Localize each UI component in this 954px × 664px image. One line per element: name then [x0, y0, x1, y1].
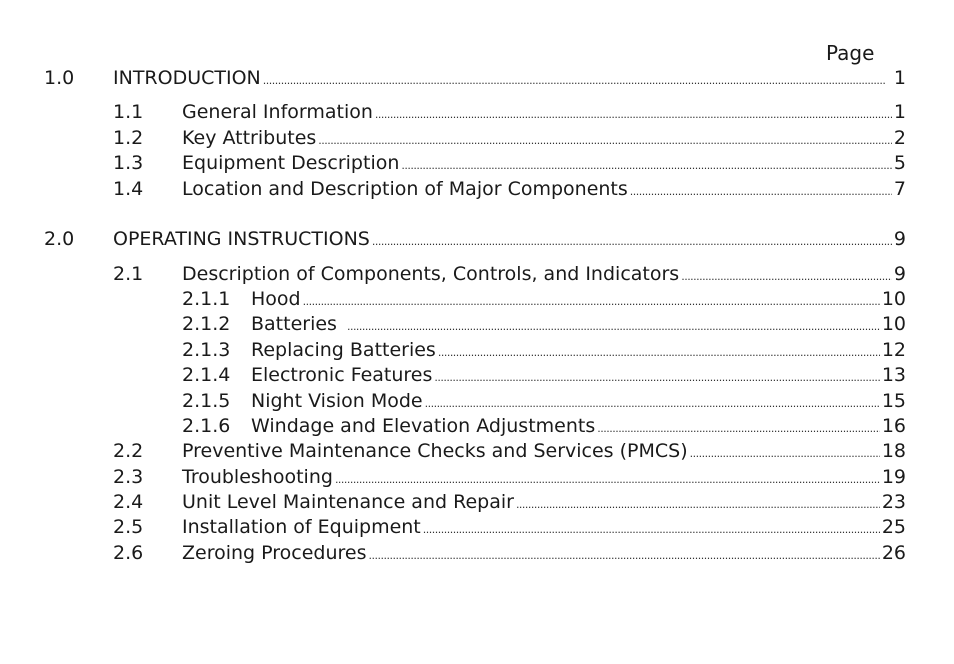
- toc-number: 2.4: [113, 491, 144, 513]
- dot-leader: [597, 417, 880, 441]
- toc-row-2-5[interactable]: [113, 515, 906, 539]
- toc-row-2-3[interactable]: [113, 465, 906, 489]
- toc-row-1-2[interactable]: [113, 126, 906, 150]
- toc-number: 1.1: [113, 101, 144, 123]
- toc-title: Electronic Features: [251, 364, 433, 386]
- toc-title: Preventive Maintenance Checks and Services (PMCS): [182, 440, 688, 462]
- dot-leader: [516, 493, 880, 517]
- toc-entry: [182, 262, 906, 289]
- toc-number: 2.3: [113, 466, 144, 488]
- toc-page-number: 26: [881, 542, 906, 564]
- toc-row-2-1-4[interactable]: [182, 363, 906, 387]
- toc-entry: [251, 363, 906, 390]
- toc-number: 1.0: [44, 67, 75, 89]
- toc-entry: [251, 287, 906, 314]
- toc-row-2-1-1[interactable]: [182, 287, 906, 311]
- toc-page-number: 10: [881, 288, 906, 310]
- dot-leader: [375, 103, 892, 127]
- toc-page-number: 9: [893, 228, 906, 250]
- toc-page-number: 15: [881, 390, 906, 412]
- toc-entry: [251, 414, 906, 441]
- toc-title: Windage and Elevation Adjustments: [251, 415, 596, 437]
- toc-number: 2.1.4: [182, 364, 231, 386]
- toc-title: Zeroing Procedures: [182, 542, 367, 564]
- toc-row-2-4[interactable]: [113, 490, 906, 514]
- toc-entry: [251, 312, 906, 339]
- toc-entry: [182, 515, 906, 542]
- toc-entry: [182, 490, 906, 517]
- toc-title: Installation of Equipment: [182, 516, 421, 538]
- toc-entry: [251, 389, 906, 416]
- dot-leader: [401, 154, 892, 178]
- dot-leader: [438, 341, 880, 365]
- toc-title: Hood: [251, 288, 301, 310]
- toc-page-number: 19: [881, 466, 906, 488]
- toc-title: Equipment Description: [182, 152, 400, 174]
- toc-title: Unit Level Maintenance and Repair: [182, 491, 514, 513]
- toc-row-2-1-3[interactable]: [182, 338, 906, 362]
- dot-leader: [369, 544, 880, 568]
- toc-page-number: 7: [893, 178, 906, 200]
- dot-leader: [372, 230, 892, 254]
- toc-title: Troubleshooting: [182, 466, 333, 488]
- toc-number: 2.1.1: [182, 288, 231, 310]
- toc-page-number: 9: [893, 263, 906, 285]
- dot-leader: [263, 69, 892, 93]
- toc-number: 2.0: [44, 228, 75, 250]
- toc-number: 2.1.5: [182, 390, 231, 412]
- dot-leader: [347, 315, 880, 339]
- toc-title: Replacing Batteries: [251, 339, 436, 361]
- toc-page-number: 25: [881, 516, 906, 538]
- toc-number: 1.4: [113, 178, 144, 200]
- toc-number: 2.1: [113, 263, 144, 285]
- toc-row-1-3[interactable]: [113, 151, 906, 175]
- toc-page-number: 1: [893, 101, 906, 123]
- toc-number: 2.6: [113, 542, 144, 564]
- toc-entry: [182, 541, 906, 568]
- toc-row-1-1[interactable]: [113, 100, 906, 124]
- dot-leader: [303, 290, 880, 314]
- toc-page-number: 12: [881, 339, 906, 361]
- toc-title: Location and Description of Major Components: [182, 178, 628, 200]
- toc-page-number: 1: [893, 67, 906, 89]
- toc-page-number: 16: [881, 415, 906, 437]
- dot-leader: [434, 366, 879, 390]
- toc-entry: [113, 66, 906, 93]
- toc-row-2-1-6[interactable]: [182, 414, 906, 438]
- toc-number: 2.1.3: [182, 339, 231, 361]
- toc-entry: [182, 465, 906, 492]
- dot-leader: [335, 468, 880, 492]
- toc-number: 2.2: [113, 440, 144, 462]
- toc-title: General Information: [182, 101, 373, 123]
- toc-title: Description of Components, Controls, and Indicators: [182, 263, 680, 285]
- toc-page-number: 18: [881, 440, 906, 462]
- toc-number: 1.2: [113, 127, 144, 149]
- toc-page-number: 10: [881, 313, 906, 335]
- dot-leader: [318, 129, 892, 153]
- dot-leader: [425, 392, 880, 416]
- dot-leader: [630, 180, 892, 204]
- toc-number: 1.3: [113, 152, 144, 174]
- dot-leader: [690, 442, 880, 466]
- toc-number: 2.1.6: [182, 415, 231, 437]
- toc-title: INTRODUCTION: [113, 67, 261, 89]
- toc-entry: [182, 126, 906, 153]
- toc-row-2-1[interactable]: [113, 262, 906, 286]
- toc-row-2-6[interactable]: [113, 541, 906, 565]
- toc-entry: [182, 151, 906, 178]
- toc-row-2-0[interactable]: [44, 227, 906, 251]
- toc-row-2-2[interactable]: [113, 439, 906, 463]
- toc-row-1-0[interactable]: [44, 66, 906, 90]
- toc-row-2-1-5[interactable]: [182, 389, 906, 413]
- toc-title: OPERATING INSTRUCTIONS: [113, 228, 370, 250]
- toc-page-number: 5: [893, 152, 906, 174]
- toc-entry: [182, 439, 906, 466]
- toc-page-number: 2: [893, 127, 906, 149]
- toc-page-number: 13: [881, 364, 906, 386]
- toc-row-1-4[interactable]: [113, 177, 906, 201]
- toc-number: 2.5: [113, 516, 144, 538]
- toc-title: Night Vision Mode: [251, 390, 423, 412]
- toc-entry: [182, 100, 906, 127]
- toc-entry: [182, 177, 906, 204]
- toc-entry: [251, 338, 906, 365]
- dot-leader: [681, 265, 892, 289]
- toc-title: Key Attributes: [182, 127, 317, 149]
- toc-row-2-1-2[interactable]: [182, 312, 906, 336]
- toc-title: Batteries: [251, 313, 337, 335]
- page-column-header: Page: [826, 41, 875, 65]
- dot-leader: [423, 518, 880, 542]
- toc-page-number: 23: [881, 491, 906, 513]
- toc-entry: [113, 227, 906, 254]
- toc-number: 2.1.2: [182, 313, 231, 335]
